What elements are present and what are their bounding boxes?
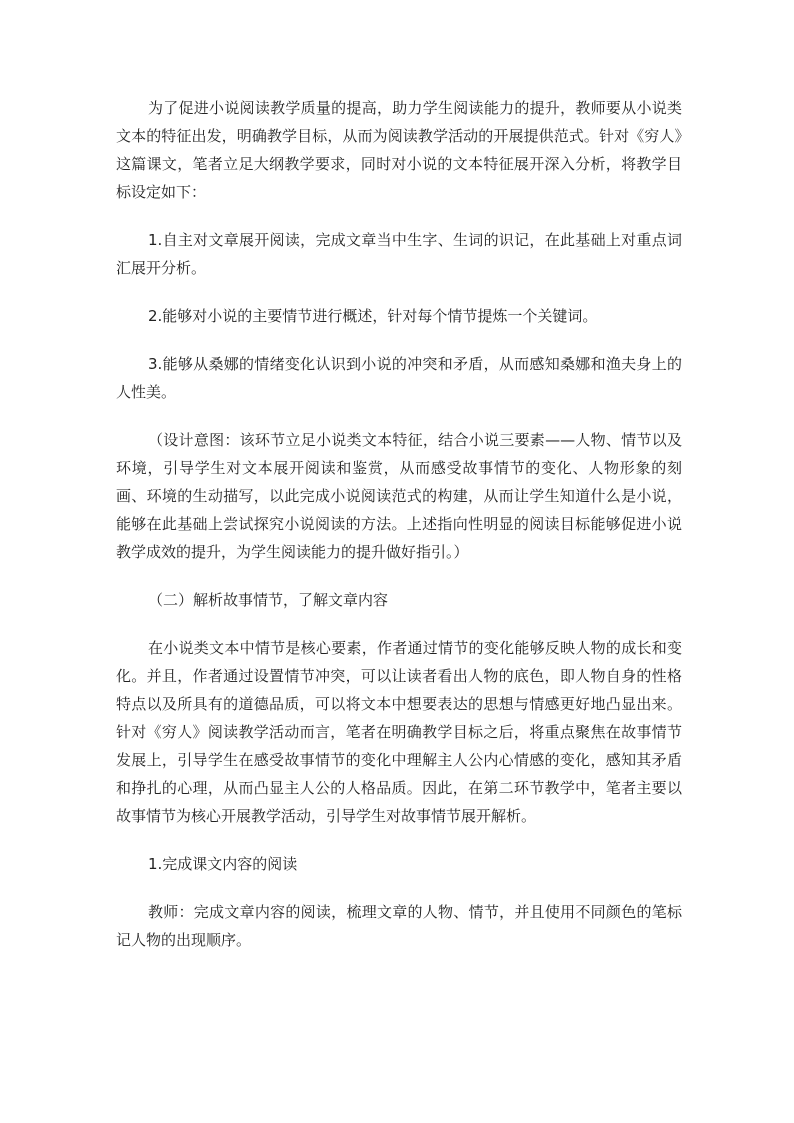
subsection-heading: 1.完成课文内容的阅读	[148, 855, 298, 873]
plot-analysis-paragraph: 在小说类文本中情节是核心要素，作者通过情节的变化能够反映人物的成长和变化。并且，作者通过设置情节冲突，可以让读者看出人物的底色，即人物自身的性格特点以及所具有的道德品质，可以将文本中想要表达的思想与情感更好地凸显出来。针对《穷人》阅读教学活动而言，笔者在明确教学目标之后，将重点聚焦在故事情节发展上，引导学生在感受故事情节的变化中理解主人公内心情感的变化，感知其矛盾和挣扎的心理，从而凸显主人公的人格品质。因此，在第二环节教学中，笔者主要以故事情节为核心开展教学活动，引导学生对故事情节展开解析。	[116, 639, 682, 825]
section-heading: （二）解析故事情节，了解文章内容	[148, 591, 389, 609]
objective-1: 1.自主对文章展开阅读，完成文章当中生字、生词的识记，在此基础上对重点词汇展开分析。	[116, 231, 682, 277]
objective-2: 2.能够对小说的主要情节进行概述，针对每个情节提炼一个关键词。	[148, 307, 598, 325]
document-page	[116, 94, 682, 954]
design-intent-paragraph: （设计意图：该环节立足小说类文本特征，结合小说三要素——人物、情节以及环境，引导学生对文本展开阅读和鉴赏，从而感受故事情节的变化、人物形象的刻画、环境的生动描写，以此完成小说阅读范式的构建，从而让学生知道什么是小说，能够在此基础上尝试探究小说阅读的方法。上述指向性明显的阅读目标能够促进小说教学成效的提升，为学生阅读能力的提升做好指引。）	[116, 431, 682, 561]
teacher-instruction-paragraph: 教师：完成文章内容的阅读，梳理文章的人物、情节，并且使用不同颜色的笔标记人物的出现顺序。	[116, 903, 682, 949]
intro-paragraph: 为了促进小说阅读教学质量的提高，助力学生阅读能力的提升，教师要从小说类文本的特征出发，明确教学目标，从而为阅读教学活动的开展提供范式。针对《穷人》这篇课文，笔者立足大纲教学要求，同时对小说的文本特征展开深入分析，将教学目标设定如下：	[116, 99, 682, 201]
objective-3: 3.能够从桑娜的情绪变化认识到小说的冲突和矛盾，从而感知桑娜和渔夫身上的人性美。	[116, 355, 682, 401]
